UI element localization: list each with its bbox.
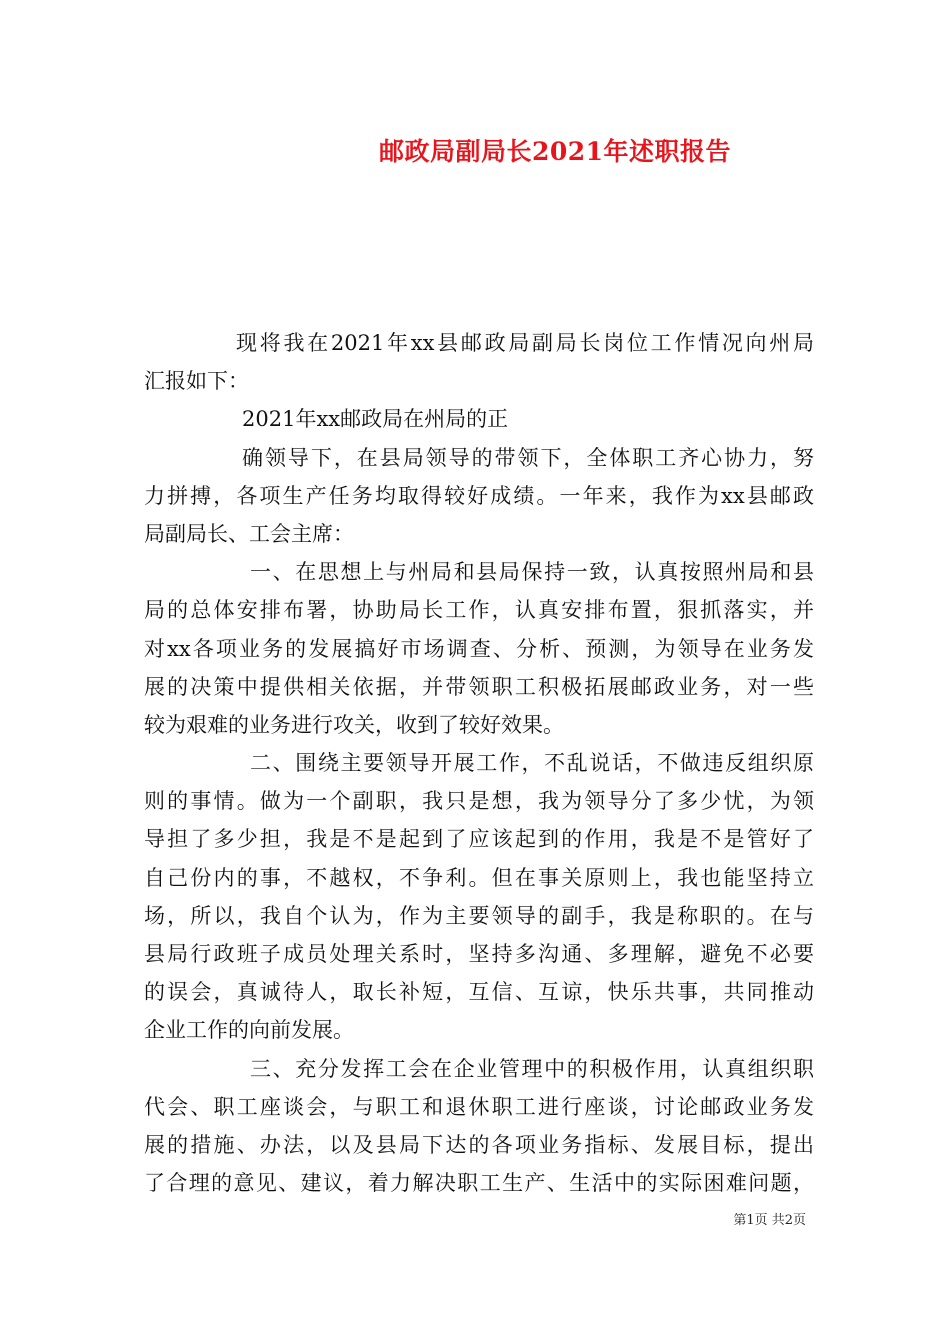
- body-line: 代会、职工座谈会，与职工和退休职工进行座谈，讨论邮政业务发: [144, 1094, 814, 1119]
- body-line: 自己份内的事，不越权，不争利。但在事关原则上，我也能坚持立: [144, 865, 814, 890]
- document-body: [144, 324, 814, 1202]
- body-line: 了合理的意见、建议，着力解决职工生产、生活中的实际困难问题，: [144, 1171, 814, 1196]
- body-line: 导担了多少担，我是不是起到了应该起到的作用，我是不是管好了: [144, 827, 814, 852]
- body-line: 企业工作的向前发展。: [144, 1018, 354, 1043]
- body-line: 力拼搏，各项生产任务均取得较好成绩。一年来，我作为xx县邮政: [144, 483, 814, 508]
- body-line: 三、充分发挥工会在企业管理中的积极作用，认真组织职: [250, 1056, 814, 1081]
- body-line: 现将我在2021年xx县邮政局副局长岗位工作情况向州局: [236, 331, 814, 355]
- body-line: 一、在思想上与州局和县局保持一致，认真按照州局和县: [250, 560, 814, 585]
- body-line: 二、围绕主要领导开展工作，不乱说话，不做违反组织原: [250, 751, 814, 776]
- body-line: 较为艰难的业务进行攻关，收到了较好效果。: [144, 712, 564, 737]
- body-line: 则的事情。做为一个副职，我只是想，我为领导分了多少忧，为领: [144, 789, 814, 814]
- body-line: 确领导下，在县局领导的带领下，全体职工齐心协力，努: [242, 445, 814, 470]
- document-title: 邮政局副局长2021年述职报告: [378, 137, 732, 166]
- body-line: 场，所以，我自个认为，作为主要领导的副手，我是称职的。在与: [144, 903, 814, 928]
- body-line: 局副局长、工会主席：: [144, 521, 354, 546]
- body-line: 对xx各项业务的发展搞好市场调查、分析、预测，为领导在业务发: [144, 636, 814, 661]
- body-line: 汇报如下：: [144, 369, 249, 394]
- body-line: 展的措施、办法，以及县局下达的各项业务指标、发展目标，提出: [144, 1132, 814, 1157]
- body-line: 2021年xx邮政局在州局的正: [242, 407, 509, 432]
- body-line: 县局行政班子成员处理关系时，坚持多沟通、多理解，避免不必要: [144, 942, 814, 966]
- page-number: 第1页 共2页: [733, 1213, 806, 1228]
- body-line: 的误会，真诚待人，取长补短，互信、互谅，快乐共事，共同推动: [144, 980, 814, 1005]
- body-line: 展的决策中提供相关依据，并带领职工积极拓展邮政业务，对一些: [144, 674, 814, 699]
- body-line: 局的总体安排布署，协助局长工作，认真安排布置，狠抓落实，并: [144, 598, 814, 623]
